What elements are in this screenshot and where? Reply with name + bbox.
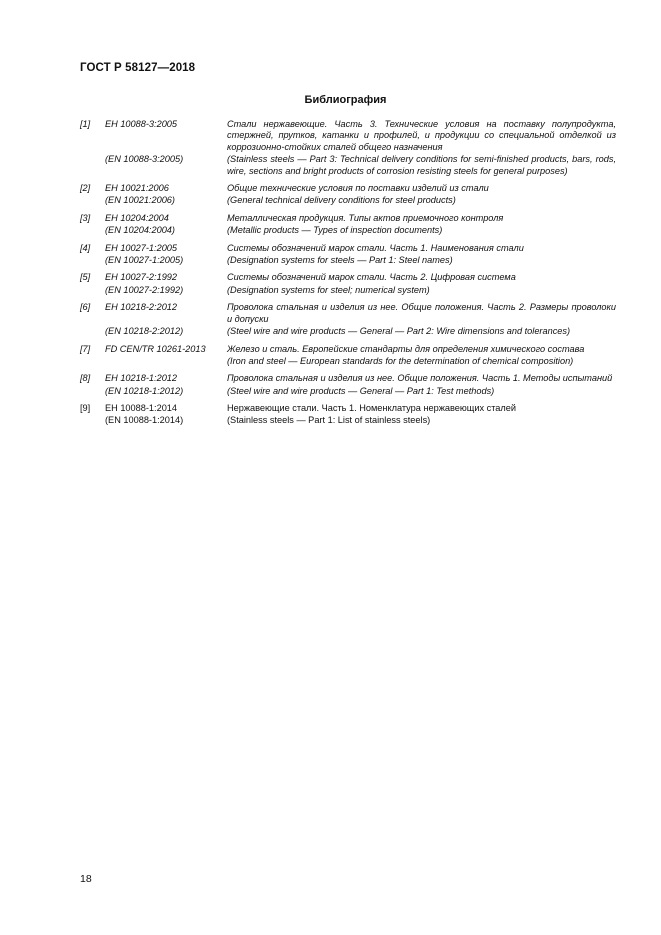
page-number: 18: [80, 873, 92, 885]
entry-number: [8]: [80, 373, 91, 384]
entry-code-en: (EN 10218-2:2012): [105, 326, 184, 337]
entry-code-en: (EN 10088-1:2014): [105, 414, 184, 425]
entry-description-ru: Железо и сталь. Европейские стандарты для определения химического состава: [227, 343, 585, 354]
entry-code-en: (EN 10218-1:2012): [105, 385, 184, 396]
entry-number: [6]: [80, 302, 91, 313]
entry-code-ru: ЕН 10218-2:2012: [105, 302, 178, 313]
entry-code-en: (EN 10027-1:2005): [105, 255, 184, 266]
bibliography-entry: [80, 213, 616, 237]
entry-description-ru: Общие технические условия по поставки изделий из стали: [227, 183, 489, 194]
entry-code-en: (EN 10027-2:1992): [105, 284, 184, 295]
entry-code-ru: FD CEN/TR 10261-2013: [105, 343, 206, 354]
entry-code-ru: ЕН 10088-3:2005: [105, 119, 178, 129]
bibliography-entry: [80, 183, 616, 207]
document-code: ГОСТ Р 58127—2018: [80, 62, 196, 74]
entry-description-en: (General technical delivery conditions for steel products): [227, 195, 456, 206]
entry-number: [1]: [80, 119, 91, 129]
entry-code-ru: ЕН 10218-1:2012: [105, 373, 178, 384]
entry-code-en: (EN 10204:2004): [105, 225, 175, 236]
entry-description-en: (Stainless steels — Part 1: List of stainless steels): [227, 414, 431, 425]
entry-description-ru: Системы обозначений марок стали. Часть 2. Цифровая система: [227, 272, 516, 283]
entry-description-ru: Стали нержавеющие. Часть 3. Технические условия на поставку полупродукта, стержней, прутков, катанки и профилей, и продукции со специальной отделкой из коррозионно-стойких сталей общего назначения: [227, 119, 616, 152]
entry-description-ru: Проволока стальная и изделия из нее. Общие положения. Часть 2. Размеры проволоки и допуски: [227, 302, 616, 324]
entry-description-ru: Системы обозначений марок стали. Часть 1. Наименования стали: [227, 242, 524, 253]
entry-description-en: (Steel wire and wire products — General — Part 2: Wire dimensions and tolerances): [227, 326, 571, 337]
entry-code-ru: ЕН 10088-1:2014: [105, 403, 178, 414]
entry-code-ru: ЕН 10021:2006: [105, 183, 169, 194]
bibliography-entry: [80, 302, 616, 337]
entry-description-ru: Металлическая продукция. Типы актов приемочного контроля: [227, 212, 504, 223]
entry-description-en: (Metallic products — Types of inspection documents): [227, 225, 443, 236]
entry-description-en: (Stainless steels — Part 3: Technical delivery conditions for semi-finished products, bars, rods, wire, sections and bright products of corrosion resisting steels for general purposes): [227, 154, 616, 176]
entry-description-en: (Designation systems for steel; numerical system): [227, 284, 430, 295]
entry-code-en: (EN 10021:2006): [105, 195, 175, 206]
entry-code-en: (EN 10088-3:2005): [105, 154, 184, 165]
entry-code-ru: ЕН 10027-2:1992: [105, 272, 178, 283]
bibliography-list: [80, 119, 616, 432]
entry-number: [7]: [80, 343, 91, 354]
bibliography-entry: [80, 119, 616, 177]
entry-number: [3]: [80, 212, 91, 223]
entry-description-en: (Designation systems for steels — Part 1: Steel names): [227, 255, 453, 266]
bibliography-title: Библиография: [304, 94, 387, 106]
bibliography-entry: [80, 243, 616, 267]
bibliography-entry: [80, 403, 616, 426]
entry-number: [5]: [80, 272, 91, 283]
entry-number: [9]: [80, 403, 91, 414]
bibliography-entry: [80, 344, 616, 368]
bibliography-entry: [80, 272, 616, 296]
bibliography-entry: [80, 373, 616, 397]
entry-code-ru: ЕН 10027-1:2005: [105, 242, 178, 253]
entry-description-ru: Нержавеющие стали. Часть 1. Номенклатура нержавеющих сталей: [227, 403, 517, 414]
entry-description-en: (Iron and steel — European standards for the determination of chemical composition): [227, 355, 574, 366]
entry-description-ru: Проволока стальная и изделия из нее. Общие положения. Часть 1. Методы испытаний: [227, 373, 613, 384]
entry-description-en: (Steel wire and wire products — General — Part 1: Test methods): [227, 385, 495, 396]
entry-number: [2]: [80, 183, 91, 194]
entry-number: [4]: [80, 242, 91, 253]
entry-code-ru: ЕН 10204:2004: [105, 212, 169, 223]
